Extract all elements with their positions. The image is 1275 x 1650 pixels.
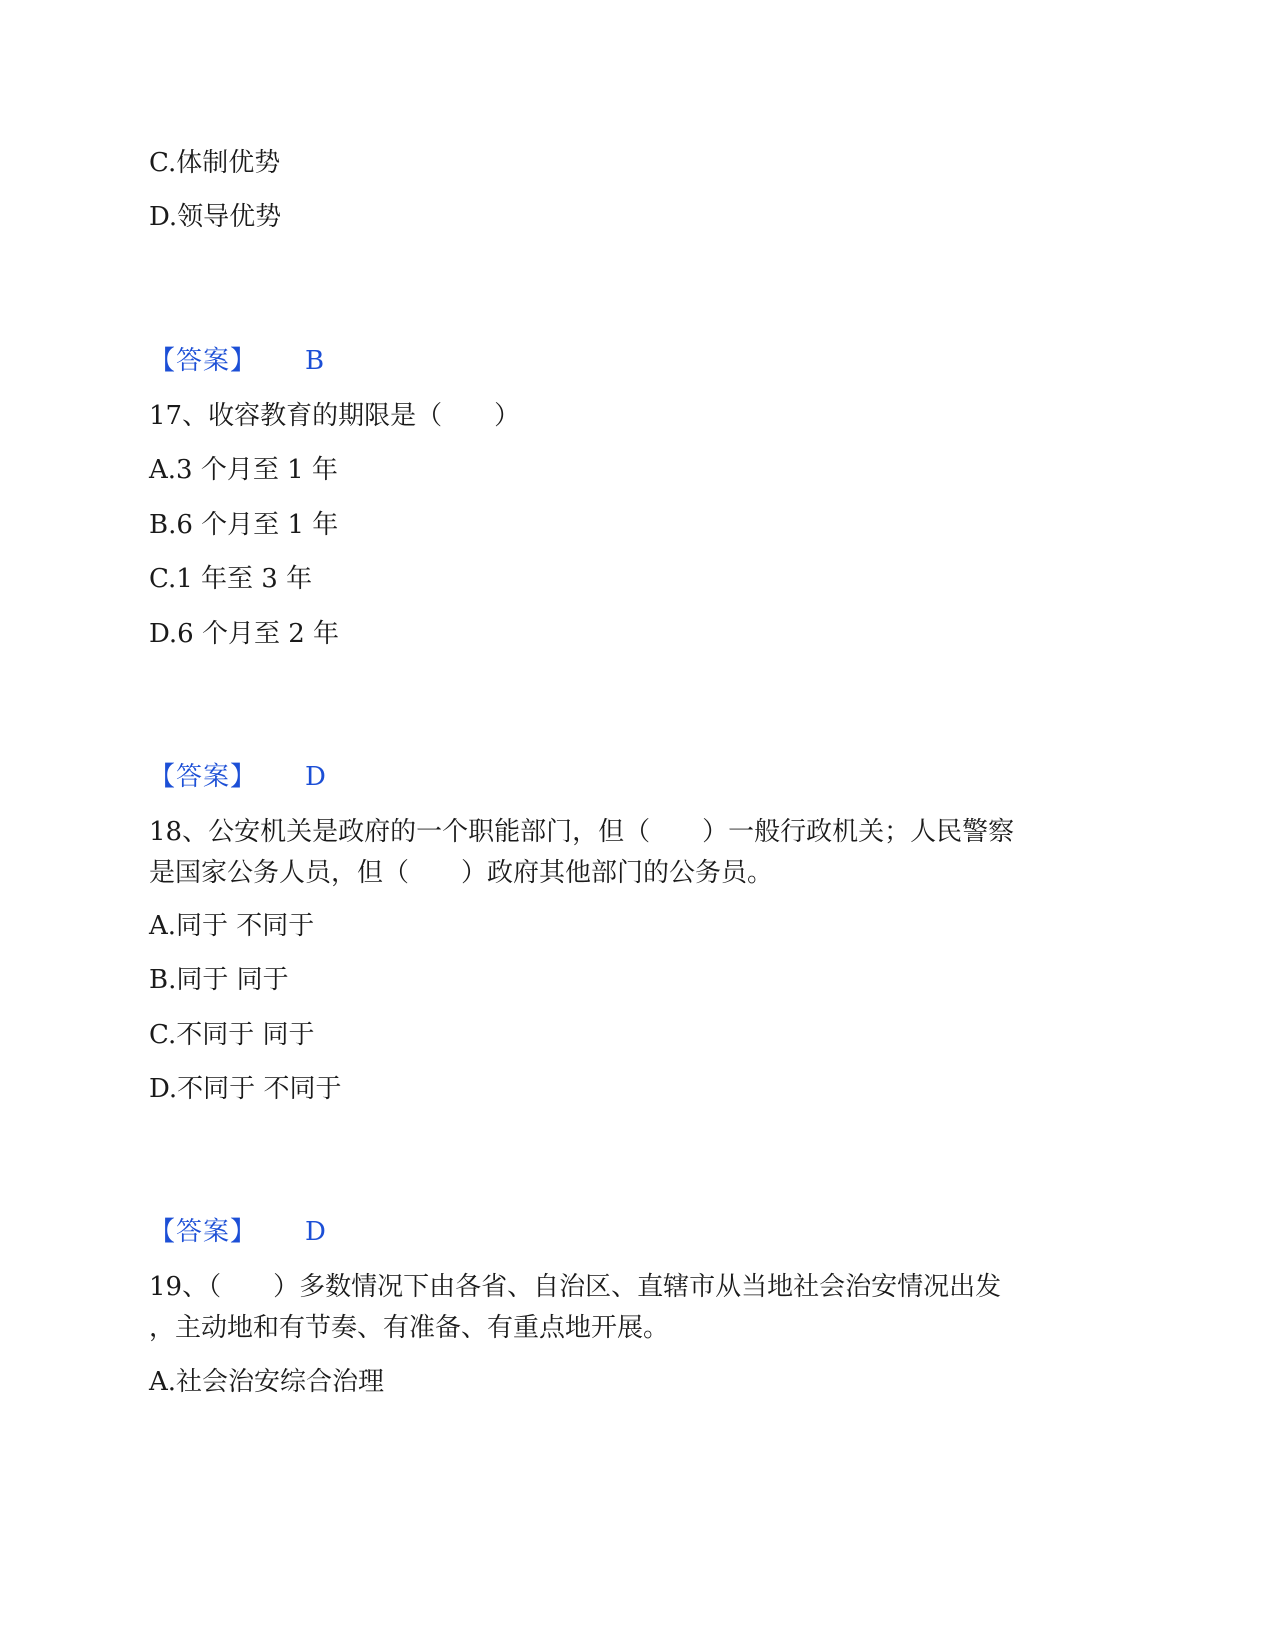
question-18-line-2: 是国家公务人员，但（ ）政府其他部门的公务员。: [149, 858, 774, 888]
question-18-line-1: 18、公安机关是政府的一个职能部门，但（ ）一般行政机关；人民警察: [149, 817, 1015, 847]
question-17: 17、收容教育的期限是（ ）: [149, 401, 521, 431]
answer-label: 【答案】: [149, 762, 258, 792]
option-a: A.同于 不同于: [149, 911, 315, 941]
answer-value: B: [305, 346, 325, 376]
question-19-line-2: ，主动地和有节奏、有准备、有重点地开展。: [149, 1313, 670, 1343]
answer-value: D: [305, 1217, 326, 1247]
answer-label: 【答案】: [149, 346, 258, 376]
option-a: A.社会治安综合治理: [149, 1367, 385, 1397]
option-d: D.6 个月至 2 年: [149, 619, 340, 649]
option-a: A.3 个月至 1 年: [149, 455, 338, 485]
answer-line: [149, 760, 326, 794]
option-b: B.同于 同于: [149, 965, 289, 995]
option-b: B.6 个月至 1 年: [149, 510, 339, 540]
option-c: C.不同于 同于: [149, 1020, 315, 1050]
option-d: D.不同于 不同于: [149, 1074, 342, 1104]
answer-value: D: [305, 762, 326, 792]
option-c: C.体制优势: [149, 148, 281, 178]
answer-line: [149, 344, 324, 378]
question-19-line-1: 19、（ ）多数情况下由各省、自治区、直辖市从当地社会治安情况出发: [149, 1272, 1002, 1302]
answer-label: 【答案】: [149, 1217, 258, 1247]
option-d: D.领导优势: [149, 202, 282, 232]
answer-line: [149, 1215, 326, 1249]
option-c: C.1 年至 3 年: [149, 564, 313, 594]
